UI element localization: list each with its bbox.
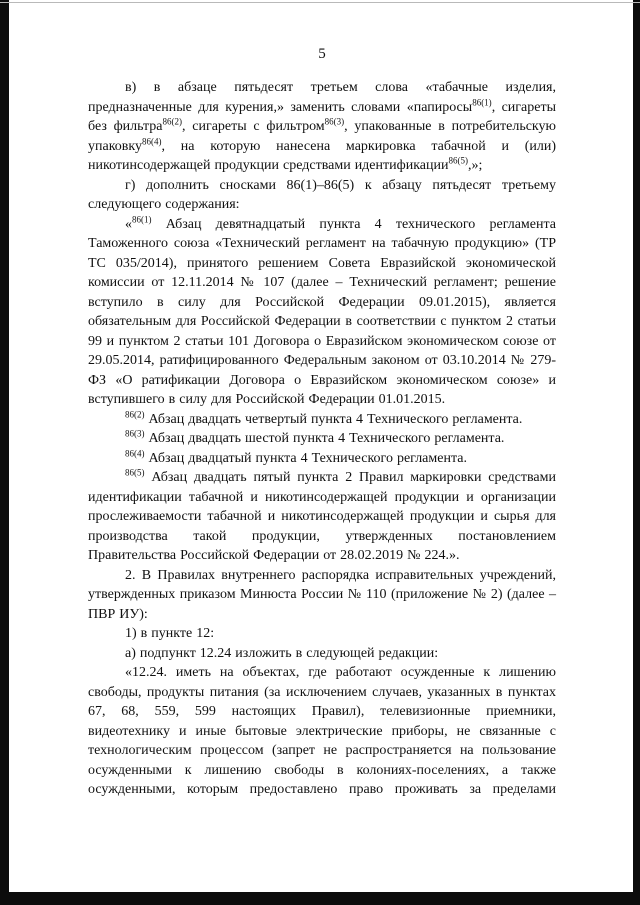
paragraph <box>88 663 556 800</box>
footnote-marker: 86(1) <box>472 96 492 107</box>
paragraph <box>88 644 556 664</box>
paragraph-text: , сигареты без фильтра <box>88 99 556 134</box>
paragraph-text: « <box>125 216 132 232</box>
document-content <box>88 46 556 800</box>
paragraph <box>88 449 556 469</box>
paragraph-text: Абзац девятнадцатый пункта 4 технического регламента Таможенного союза «Технический регламент на табачную продукцию» (ТР ТС 035/2014), принятого решением Совета Евразийской экономической комиссии от 12.11.2014 № 107 (далее – Технический регламент; решение вступило в силу для Российской Федерации 09.01.2015), является обязательным для Российской Федерации в соответствии с пунктом 2 статьи 99 и пунктом 2 статьи 101 Договора о Евразийском экономическом союзе от 29.05.2014, ратифицированного Федеральным законом от 03.10.2014 № 279-ФЗ «О ратификации Договора о Евразийском экономическом союзе» и вступившего в силу для Российской Федерации 01.01.2015. <box>88 216 556 407</box>
paragraph <box>88 624 556 644</box>
paragraph-text: г) дополнить сносками 86(1)–86(5) к абзацу пятьдесят третьему следующего содержания: <box>88 177 556 212</box>
paragraph <box>88 176 556 215</box>
scan-edge-right <box>633 0 640 905</box>
paragraph <box>88 78 556 176</box>
paragraph <box>88 215 556 410</box>
document-body <box>88 78 556 800</box>
paragraph <box>88 468 556 566</box>
paragraph-text: ,»; <box>467 158 483 173</box>
paragraph <box>88 410 556 430</box>
paragraph-text: 2. В Правилах внутреннего распорядка исправительных учреждений, утвержденных приказом Минюста России № 110 (приложение № 2) (далее – ПВР ИУ): <box>88 567 556 622</box>
footnote-marker: 86(4) <box>142 135 162 146</box>
footnote-marker: 86(3) <box>125 428 145 439</box>
footnote-marker: 86(3) <box>324 116 345 127</box>
paragraph-text: Абзац двадцатый пункта 4 Технического регламента. <box>144 450 467 466</box>
footnote-marker: 86(5) <box>125 467 145 478</box>
footnote-marker: 86(1) <box>132 213 152 224</box>
footnote-marker: 86(5) <box>448 155 468 166</box>
scan-edge-bottom <box>0 892 640 905</box>
paragraph-text: Абзац двадцать шестой пункта 4 Технического регламента. <box>144 431 505 446</box>
scan-edge-top <box>0 2 640 3</box>
paragraph-text: , на которую нанесена маркировка табачной и (или) никотинсодержащей продукции средствами идентификации <box>88 138 556 173</box>
footnote-marker: 86(4) <box>125 447 145 458</box>
paragraph-text: в) в абзаце пятьдесят третьем слова «табачные изделия, предназначенные для курения,» заменить словами «папиросы <box>88 80 556 115</box>
footnote-marker: 86(2) <box>125 408 145 419</box>
footnote-marker: 86(2) <box>162 116 183 127</box>
scan-edge-left <box>0 0 9 905</box>
paragraph <box>88 566 556 625</box>
paragraph <box>88 429 556 449</box>
paragraph-text: , сигареты с фильтром <box>182 119 325 134</box>
paragraph-text: Абзац двадцать четвертый пункта 4 Технического регламента. <box>144 411 523 427</box>
paragraph-text: , упакованные в потребительскую упаковку <box>88 119 556 154</box>
paragraph-text: «12.24. иметь на объектах, где работают осужденные к лишению свободы, продукты питания (за исключением случаев, указанных в пунктах 67, 68, 559, 599 настоящих Правил), телевизионные приемники, видеотехнику и иные бытовые электрические приборы, не связанные с технологическим процессом (запрет не распространяется на пользование осужденными к лишению свободы в колониях-поселениях, а также осужденными, которым предоставлено право проживать за пределами <box>88 665 556 797</box>
page-number: 5 <box>318 46 326 62</box>
paragraph-text: Абзац двадцать пятый пункта 2 Правил маркировки средствами идентификации табачной и никотинсодержащей продукции и организации прослеживаемости табачной и никотинсодержащей продукции и сырья для производства такой продукции, утвержденных постановлением Правительства Российской Федерации от 28.02.2019 № 224.». <box>88 470 556 563</box>
paragraph-text: а) подпункт 12.24 изложить в следующей редакции: <box>125 645 439 661</box>
paragraph-text: 1) в пункте 12: <box>125 626 215 641</box>
